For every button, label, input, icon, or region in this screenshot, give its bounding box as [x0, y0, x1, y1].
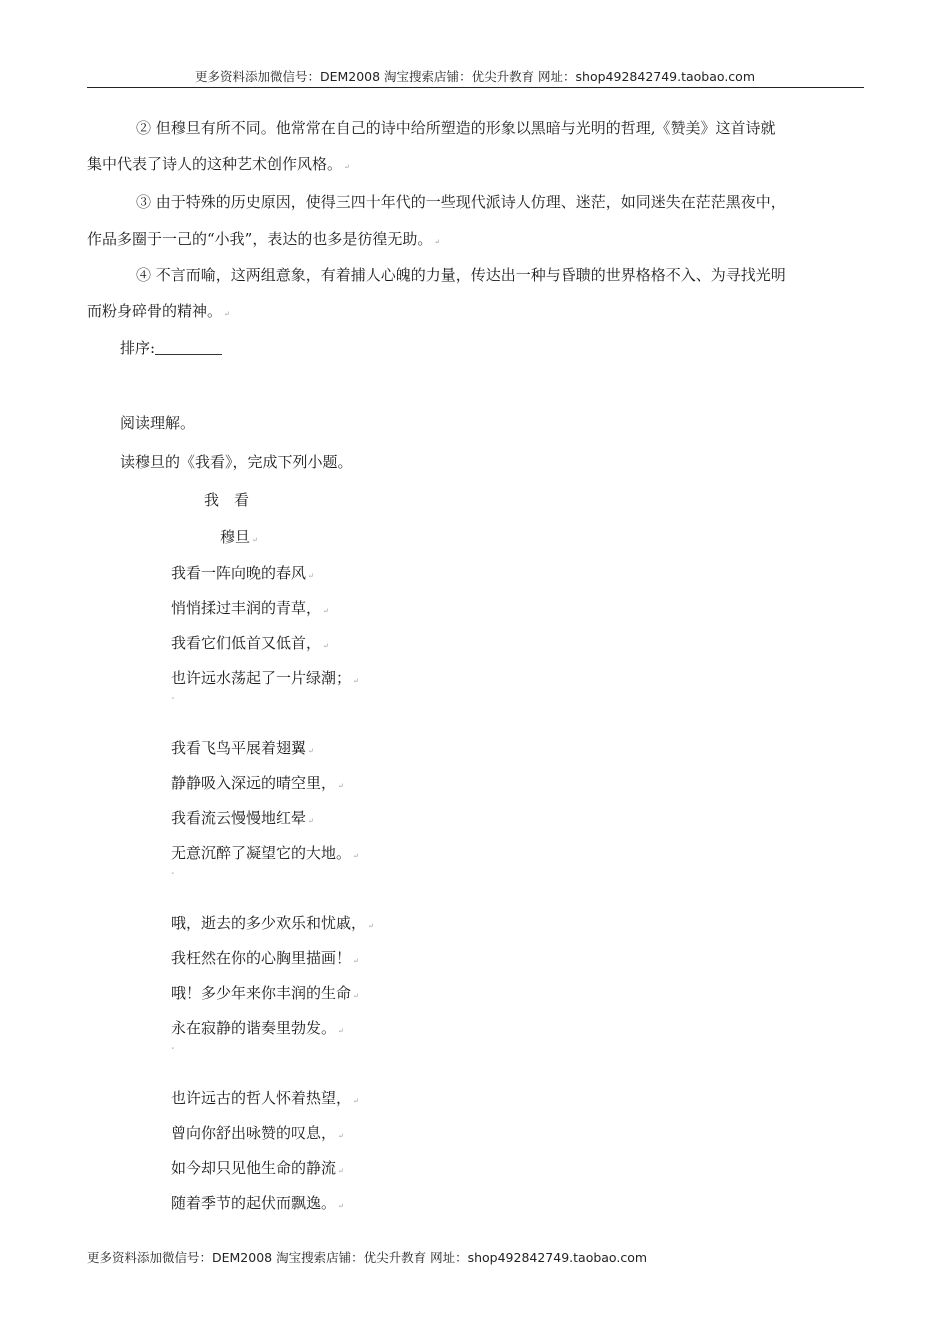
paragraph-mark: ↵	[434, 238, 441, 246]
paragraph-2-line-1: ② 但穆旦有所不同。他常常在自己的诗中给所塑造的形象以黑暗与光明的哲理,《赞美》这首诗就	[136, 119, 776, 137]
paragraph-4-line-2: 而粉身碎骨的精神。 ↵	[87, 302, 230, 320]
poem-line: 哦！多少年来你丰润的生命 ↵	[171, 984, 359, 1002]
paragraph-mark: ↵	[353, 992, 359, 1000]
poem-line: 我看一阵向晚的春风 ↵	[171, 564, 314, 582]
paragraph-mark: ↵	[353, 852, 359, 860]
paragraph-mark: ↵	[323, 607, 329, 615]
paragraph-mark: ↵	[344, 163, 350, 171]
order-label: 排序:	[120, 339, 156, 357]
poem-author: 穆旦 ↵	[220, 528, 258, 546]
paragraph-mark: ↵	[308, 747, 314, 755]
paragraph-mark: ↵	[308, 572, 314, 580]
paragraph-mark: ↵	[323, 642, 329, 650]
paragraph-mark: ↵	[338, 1027, 344, 1035]
paragraph-mark: ↵	[353, 957, 359, 965]
poem-line: 也许远水荡起了一片绿潮； ↵	[171, 669, 359, 687]
paragraph-mark: ↵	[353, 1097, 359, 1105]
reading-instruction: 读穆旦的《我看》，完成下列小题。	[120, 453, 353, 471]
paragraph-2-line-2: 集中代表了诗人的这种艺术创作风格。 ↵	[87, 155, 350, 173]
poem-line: 随着季节的起伏而飘逸。 ↵	[171, 1194, 344, 1212]
paragraph-3-line-2: 作品多圈于一己的“小我”，表达的也多是彷徨无助。 ↵	[87, 230, 441, 248]
poem-line: 我看流云慢慢地红晕 ↵	[171, 809, 314, 827]
stanza-break-mark: ˅	[171, 1047, 175, 1055]
poem-line: 永在寂静的谐奏里勃发。 ↵	[171, 1019, 344, 1037]
poem-line: 曾向你舒出咏赞的叹息， ↵	[171, 1124, 344, 1142]
poem-line: 哦，逝去的多少欢乐和忧戚， ↵	[171, 914, 374, 932]
paragraph-mark: ↵	[308, 817, 314, 825]
poem-title: 我 看	[204, 491, 250, 509]
poem-line: 也许远古的哲人怀着热望， ↵	[171, 1089, 359, 1107]
poem-line: 我枉然在你的心胸里描画！ ↵	[171, 949, 359, 967]
paragraph-mark: ↵	[338, 782, 344, 790]
paragraph-4-line-1: ④ 不言而喻，这两组意象，有着捕人心魄的力量，传达出一种与昏聩的世界格格不入、为寻找光明	[136, 266, 786, 284]
poem-line: 静静吸入深远的晴空里， ↵	[171, 774, 344, 792]
paragraph-mark: ↵	[338, 1132, 344, 1140]
header-rule	[87, 87, 864, 88]
paragraph-mark: ↵	[338, 1167, 344, 1175]
stanza-break-mark: ˅	[171, 872, 175, 880]
paragraph-mark: ↵	[224, 310, 230, 318]
poem-line: 无意沉醉了凝望它的大地。 ↵	[171, 844, 359, 862]
order-answer-blank[interactable]	[155, 339, 222, 355]
paragraph-3-line-1: ③ 由于特殊的历史原因，使得三四十年代的一些现代派诗人仿理、迷茫，如同迷失在茫茫黑夜中，	[136, 193, 786, 211]
poem-line: 我看它们低首又低首， ↵	[171, 634, 329, 652]
order-line	[120, 338, 222, 358]
poem-line: 我看飞鸟平展着翅翼 ↵	[171, 739, 314, 757]
reading-section-title: 阅读理解。	[120, 414, 196, 432]
poem-line: 如今却只见他生命的静流 ↵	[171, 1159, 344, 1177]
paragraph-mark: ↵	[338, 1202, 344, 1210]
page-footer: 更多资料添加微信号：DEM2008 淘宝搜索店铺：优尖升教育 网址：shop492842749.taobao.com	[87, 1250, 648, 1265]
paragraph-mark: ↵	[353, 677, 359, 685]
page-header: 更多资料添加微信号：DEM2008 淘宝搜索店铺：优尖升教育 网址：shop492842749.taobao.com	[194, 69, 756, 84]
paragraph-mark: ↵	[252, 536, 258, 544]
poem-line: 悄悄揉过丰润的青草， ↵	[171, 599, 329, 617]
stanza-break-mark: ˅	[171, 697, 175, 705]
paragraph-mark: ↵	[368, 922, 374, 930]
